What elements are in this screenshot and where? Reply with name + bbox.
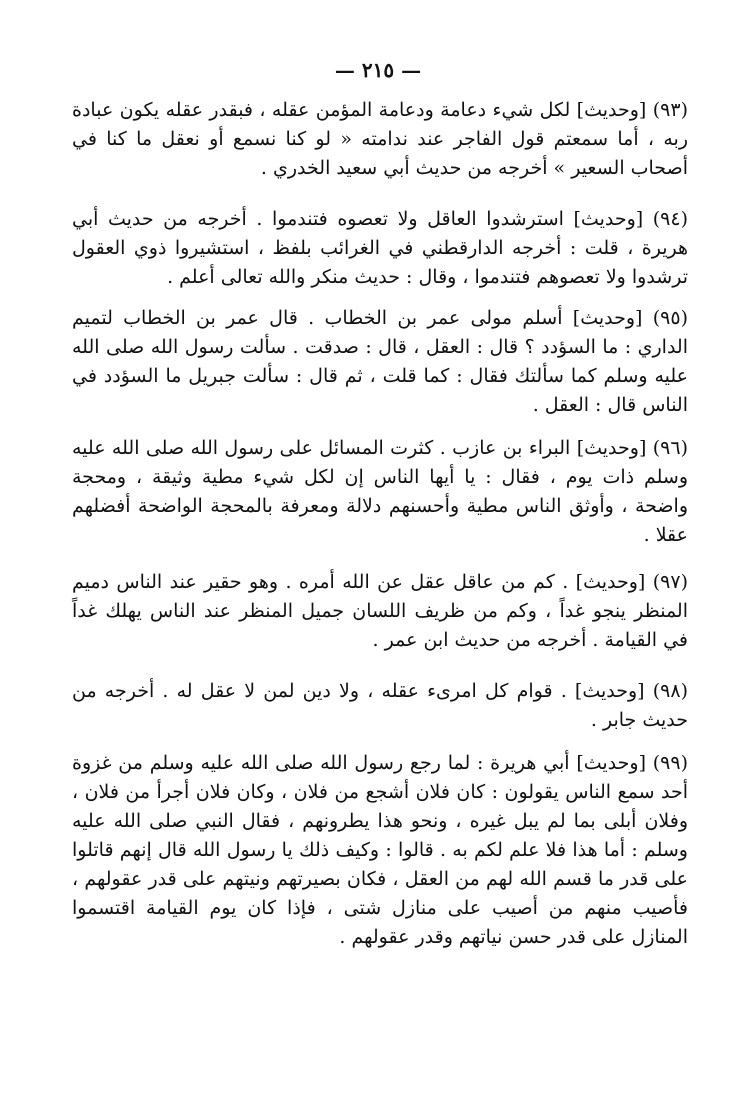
hadith-entry-97: (٩٧) [وحديث] . كم من عاقل عقل عن الله أمره . وهو حقير عند الناس دميم المنظر ينجو غداً ، وكم من ظريف اللسان جميل المنظر عند الناس يهلك غداً في القيامة . أخرجه من حديث ابن عمر . [72,571,688,651]
hadith-entries [72,96,688,952]
hadith-entry-95: (٩٥) [وحديث] أسلم مولى عمر بن الخطاب . قال عمر بن الخطاب لتميم الداري : ما السؤدد ؟ قال : العقل ، قال : صدقت . سألت رسول الله صلى الله عليه وسلم كما سألتك فقال : كما قلت ، ثم قال : سألت جبريل ما السؤدد في الناس قال : العقل . [72,307,688,416]
hadith-entry-98: (٩٨) [وحديث] . قوام كل امرىء عقله ، ولا دين لمن لا عقل له . أخرجه من حديث جابر . [72,680,688,731]
hadith-entry-93: (٩٣) [وحديث] لكل شيء دعامة ودعامة المؤمن عقله ، فبقدر عقله يكون عبادة ربه ، أما سمعتم قول الفاجر عند ندامته « لو كنا نسمع أو نعقل ما كنا في أصحاب السعير » أخرجه من حديث أبي سعيد الخدري . [72,99,688,179]
hadith-entry-96: (٩٦) [وحديث] البراء بن عازب . كثرت المسائل على رسول الله صلى الله عليه وسلم ذات يوم ، فقال : يا أيها الناس إن لكل شيء مطية وثيقة ، ومحجة واضحة ، وأوثق الناس مطية وأحسنهم دلالة ومعرفة بالمحجة الواضحة أفضلهم عقلا . [72,437,688,546]
hadith-entry-94: (٩٤) [وحديث] استرشدوا العاقل ولا تعصوه فتندموا . أخرجه من حديث أبي هريرة ، قلت : أخرجه الدارقطني في الغرائب بلفظ ، استشيروا ذوي العقول ترشدوا ولا تعصوهم فتندموا ، وقال : حديث منكر والله تعالى أعلم . [72,208,688,288]
hadith-entry-99: (٩٩) [وحديث] أبي هريرة : لما رجع رسول الله صلى الله عليه وسلم من غزوة أحد سمع الناس يقولون : كان فلان أشجع من فلان ، وكان فلان أجرأ من فلان ، وفلان أبلى بما لم يبل غيره ، ونحو هذا يطرونهم ، فقال النبي صلى الله عليه وسلم : أما هذا فلا علم لكم به . قالوا : وكيف ذلك يا رسول الله قال إنهم قاتلوا على قدر ما قسم الله لهم من العقل ، فكان بصيرتهم ونيتهم على قدر عقولهم ، فأصيب منهم من أصيب على منازل شتى ، فإذا كان يوم القيامة اقتسموا المنازل على قدر حسن نياتهم وقدر عقولهم . [72,752,688,948]
page-number: — ٢١٥ — [334,58,422,82]
